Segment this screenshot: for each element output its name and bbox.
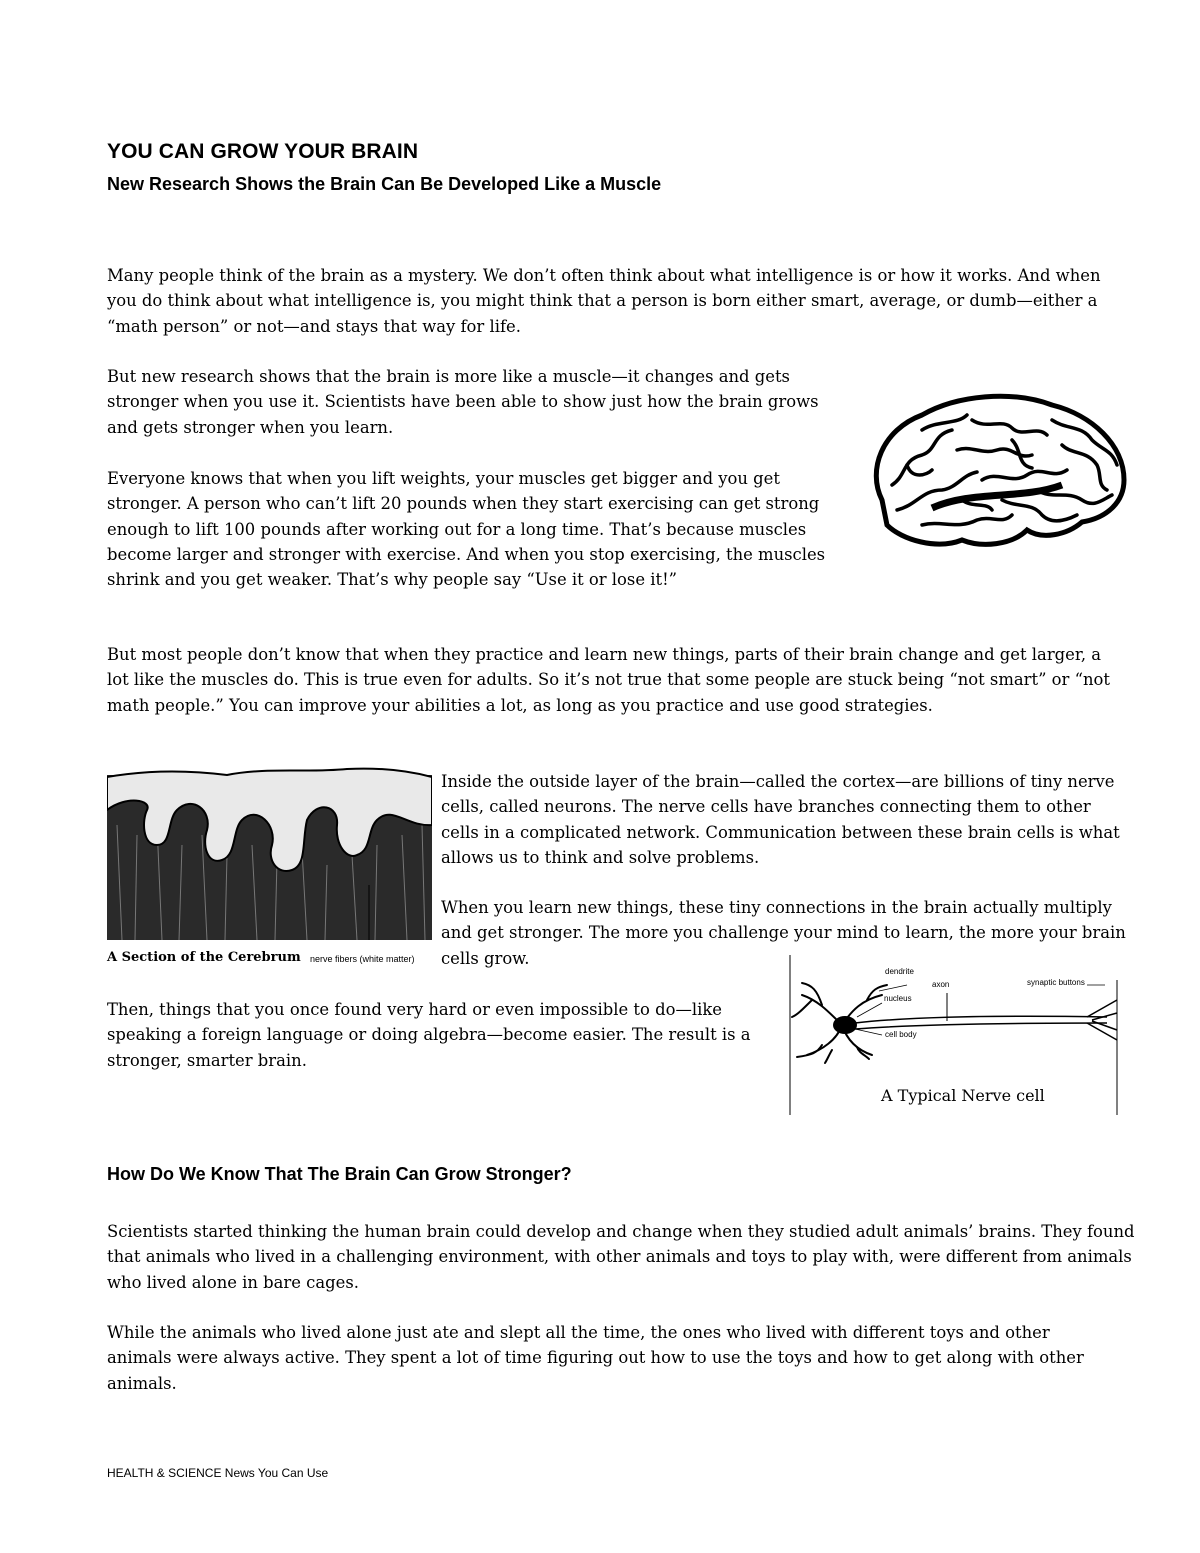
- page-footer: HEALTH & SCIENCE News You Can Use: [107, 1466, 329, 1480]
- paragraph-cortex: Inside the outside layer of the brain—called the cortex—are billions of tiny nerve cells, called neurons. The nerve cells have branches connecting them to other cells in a complicated network. Communication between these brain cells is what allows us to think and solve problems.: [441, 772, 1120, 867]
- paragraph-weights: Everyone knows that when you lift weights, your muscles get bigger and you get stronger. A person who can’t lift 20 pounds when they start exercising can get strong enough to lift 100 pounds after working out for a long time. That’s because muscles become larger and stronger with exercise. And when you stop exercising, the muscles shrink and you get weaker. That’s why people say “Use it or lose it!”: [107, 469, 826, 590]
- dendrite-label: dendrite: [885, 967, 914, 976]
- paragraph-connections: When you learn new things, these tiny connections in the brain actually multiply and get stronger. The more you challenge your mind to learn, the more your brain cells grow.: [441, 898, 1126, 968]
- cell-body-label: cell body: [885, 1030, 917, 1039]
- synaptic-buttons-label: synaptic buttons: [1027, 978, 1085, 987]
- axon-label: axon: [932, 980, 950, 989]
- paragraph-result: Then, things that you once found very hard or even impossible to do—like speaking a foreign language or doing algebra—become easier. The result is a stronger, smarter brain.: [107, 1000, 751, 1070]
- page-title: YOU CAN GROW YOUR BRAIN: [107, 140, 419, 163]
- cerebrum-section-figure: [107, 765, 432, 940]
- brain-illustration: [862, 390, 1132, 560]
- paragraph-practice: But most people don’t know that when they practice and learn new things, parts of their brain change and get larger, a lot like the muscles do. This is true even for adults. So it’s not true that some people are stuck being “not smart” or “not math people.” You can improve your abilities a lot, as long as you practice and use good strategies.: [107, 645, 1110, 715]
- paragraph-active-animals: While the animals who lived alone just ate and slept all the time, the ones who lived with different toys and other animals were always active. They spent a lot of time figuring out how to use the toys and how to get along with other animals.: [107, 1323, 1084, 1393]
- nerve-fibers-label: nerve fibers (white matter): [310, 954, 415, 964]
- paragraph-animals: Scientists started thinking the human brain could develop and change when they studied adult animals’ brains. They found that animals who lived in a challenging environment, with other animals and toys to play with, were different from animals who lived alone in bare cages.: [107, 1222, 1135, 1292]
- paragraph-intro: Many people think of the brain as a mystery. We don’t often think about what intelligence is or how it works. And when you do think about what intelligence is, you might think that a person is born either smart, average, or dumb—either a “math person” or not—and stays that way for life.: [107, 266, 1101, 336]
- section-heading: How Do We Know That The Brain Can Grow Stronger?: [107, 1164, 572, 1184]
- nucleus-label: nucleus: [884, 994, 912, 1003]
- paragraph-muscle: But new research shows that the brain is more like a muscle—it changes and gets stronger when you use it. Scientists have been able to show just how the brain grows and gets stronger when you learn.: [107, 367, 819, 437]
- nerve-cell-caption: A Typical Nerve cell: [881, 1086, 1045, 1105]
- cerebrum-caption: A Section of the Cerebrum: [107, 950, 301, 965]
- page-subtitle: New Research Shows the Brain Can Be Developed Like a Muscle: [107, 174, 662, 194]
